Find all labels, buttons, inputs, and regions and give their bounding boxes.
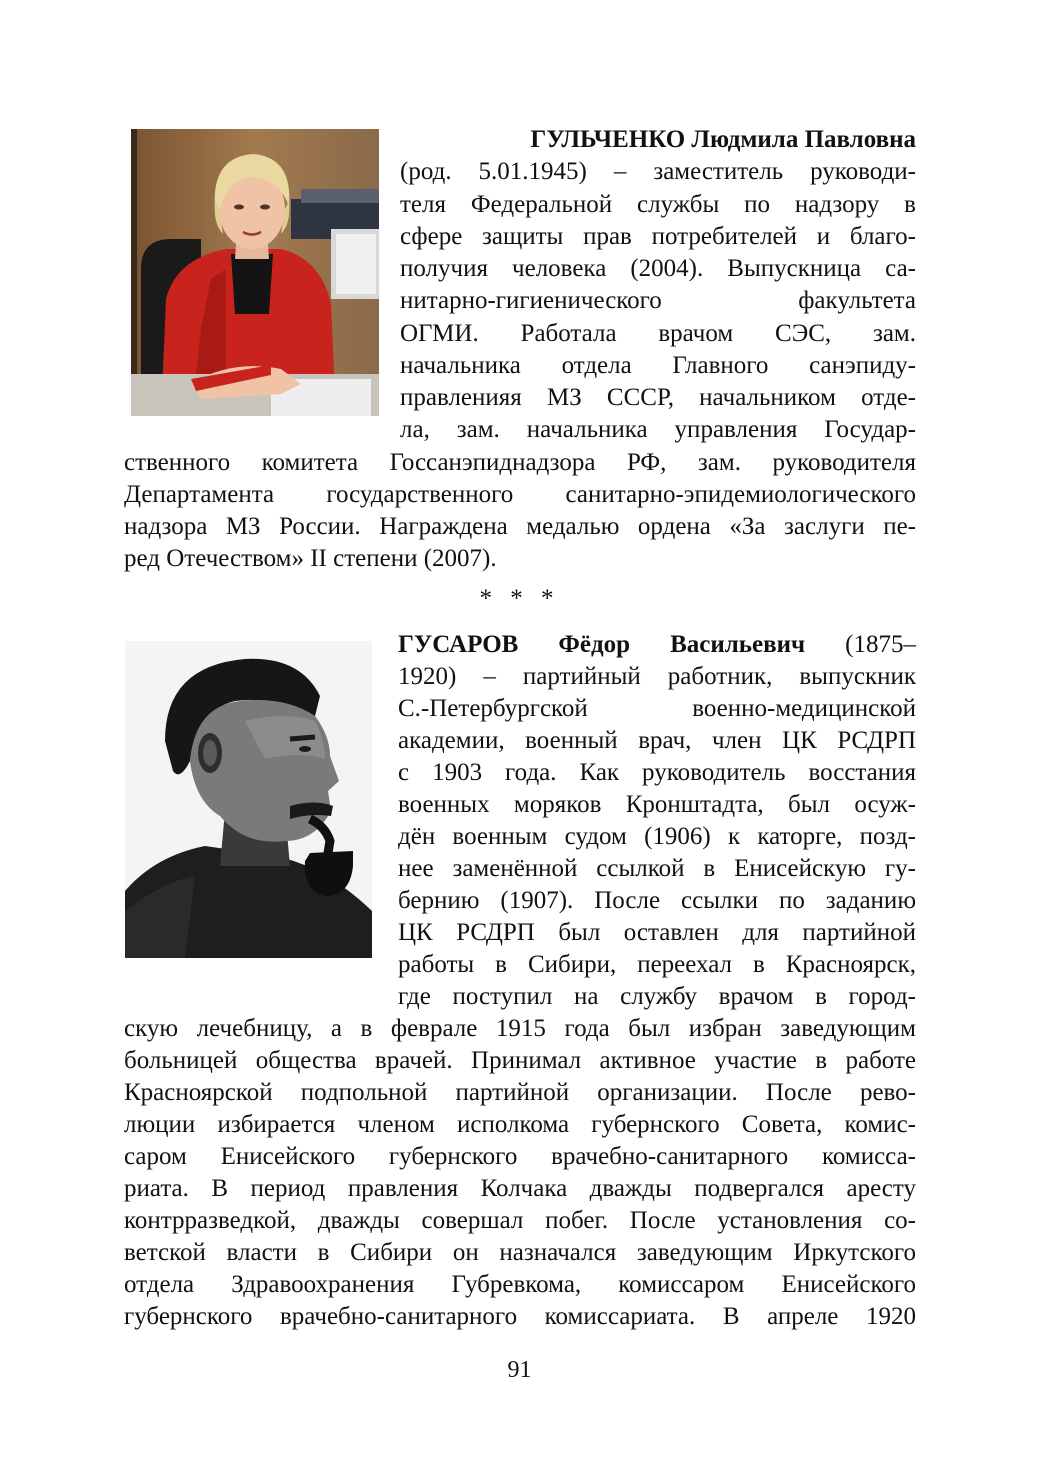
entry1-line: теля Федеральной службы по надзору в (400, 191, 916, 218)
entry2-heading (398, 629, 916, 661)
entry2-line: ЦК РСДРП был оставлен для партийной (398, 919, 916, 946)
entry2-line: с 1903 года. Как руководитель восстания (398, 759, 916, 786)
entry2-line: военных моряков Кронштадта, был осуж- (398, 791, 916, 818)
entry2-line: риата. В период правления Колчака дважды подвергался аресту (124, 1175, 916, 1202)
entry2-line: люции избирается членом исполкома губернского Совета, комис- (124, 1111, 916, 1138)
entry2-line: больницей общества врачей. Принимал активное участие в работе (124, 1047, 916, 1074)
entry2-line: Красноярской подпольной партийной организации. После рево- (124, 1079, 916, 1106)
entry1-line: Департамента государственного санитарно-эпидемиологического (124, 481, 916, 508)
entry2-line: губернского врачебно-санитарного комиссариата. В апреле 1920 (124, 1303, 916, 1330)
entry2-line: нее заменённой ссылкой в Енисейскую гу- (398, 855, 916, 882)
entry1-line: правленияя МЗ СССР, начальником отде- (400, 384, 916, 411)
entry1-line: ственного комитета Госсанэпиднадзора РФ, зам. руководителя (124, 449, 916, 476)
entry1-name: ГУЛЬЧЕНКО Людмила Павловна (530, 126, 916, 153)
entry2-line: академии, военный врач, член ЦК РСДРП (398, 727, 916, 754)
entry2-line: контрразведкой, дважды совершал побег. После установления со- (124, 1207, 916, 1234)
entry2-line: бернию (1907). После ссылки по заданию (398, 887, 916, 914)
entry2-line: где поступил на службу врачом в город- (398, 983, 916, 1010)
entry2-dates: (1875– (805, 631, 916, 658)
entry2-line: 1920) – партийный работник, выпускник (398, 663, 916, 690)
entry1-line: ред Отечеством» II степени (2007). (124, 545, 497, 572)
entry1-line: получия человека (2004). Выпускница са- (400, 255, 916, 282)
entry1-line: начальника отдела Главного санэпиду- (400, 352, 916, 379)
page-number: 91 (507, 1357, 532, 1383)
entry2-line: ветской власти в Сибири он назначался заведующим Иркутского (124, 1239, 916, 1266)
section-separator: * * * (479, 585, 560, 612)
portrait-gulchenko (131, 129, 379, 416)
entry2-line: саром Енисейского губернского врачебно-санитарного комисса- (124, 1143, 916, 1170)
entry2-line: дён военным судом (1906) к каторге, позд- (398, 823, 916, 850)
entry1-heading (400, 124, 916, 156)
entry1-line: ОГМИ. Работала врачом СЭС, зам. (400, 320, 916, 347)
entry2-line: работы в Сибири, переехал в Красноярск, (398, 951, 916, 978)
entry2-line: скую лечебницу, а в феврале 1915 года был избран заведующим (124, 1015, 916, 1042)
entry2-name: ГУСАРОВ Фёдор Васильевич (398, 631, 806, 658)
entry1-line: сфере защиты прав потребителей и благо- (400, 223, 916, 250)
entry2-line: С.-Петербургской военно-медицинской (398, 695, 916, 722)
entry1-line: надзора МЗ России. Награждена медалью ордена «За заслуги пе- (124, 513, 916, 540)
portrait-gusarov (125, 641, 372, 958)
entry1-line: (род. 5.01.1945) – заместитель руководи- (400, 158, 916, 185)
entry1-line: ла, зам. начальника управления Государ- (400, 416, 916, 443)
entry2-line: отдела Здравоохранения Губревкома, комиссаром Енисейского (124, 1271, 916, 1298)
entry1-line: нитарно-гигиенического факультета (400, 287, 916, 314)
